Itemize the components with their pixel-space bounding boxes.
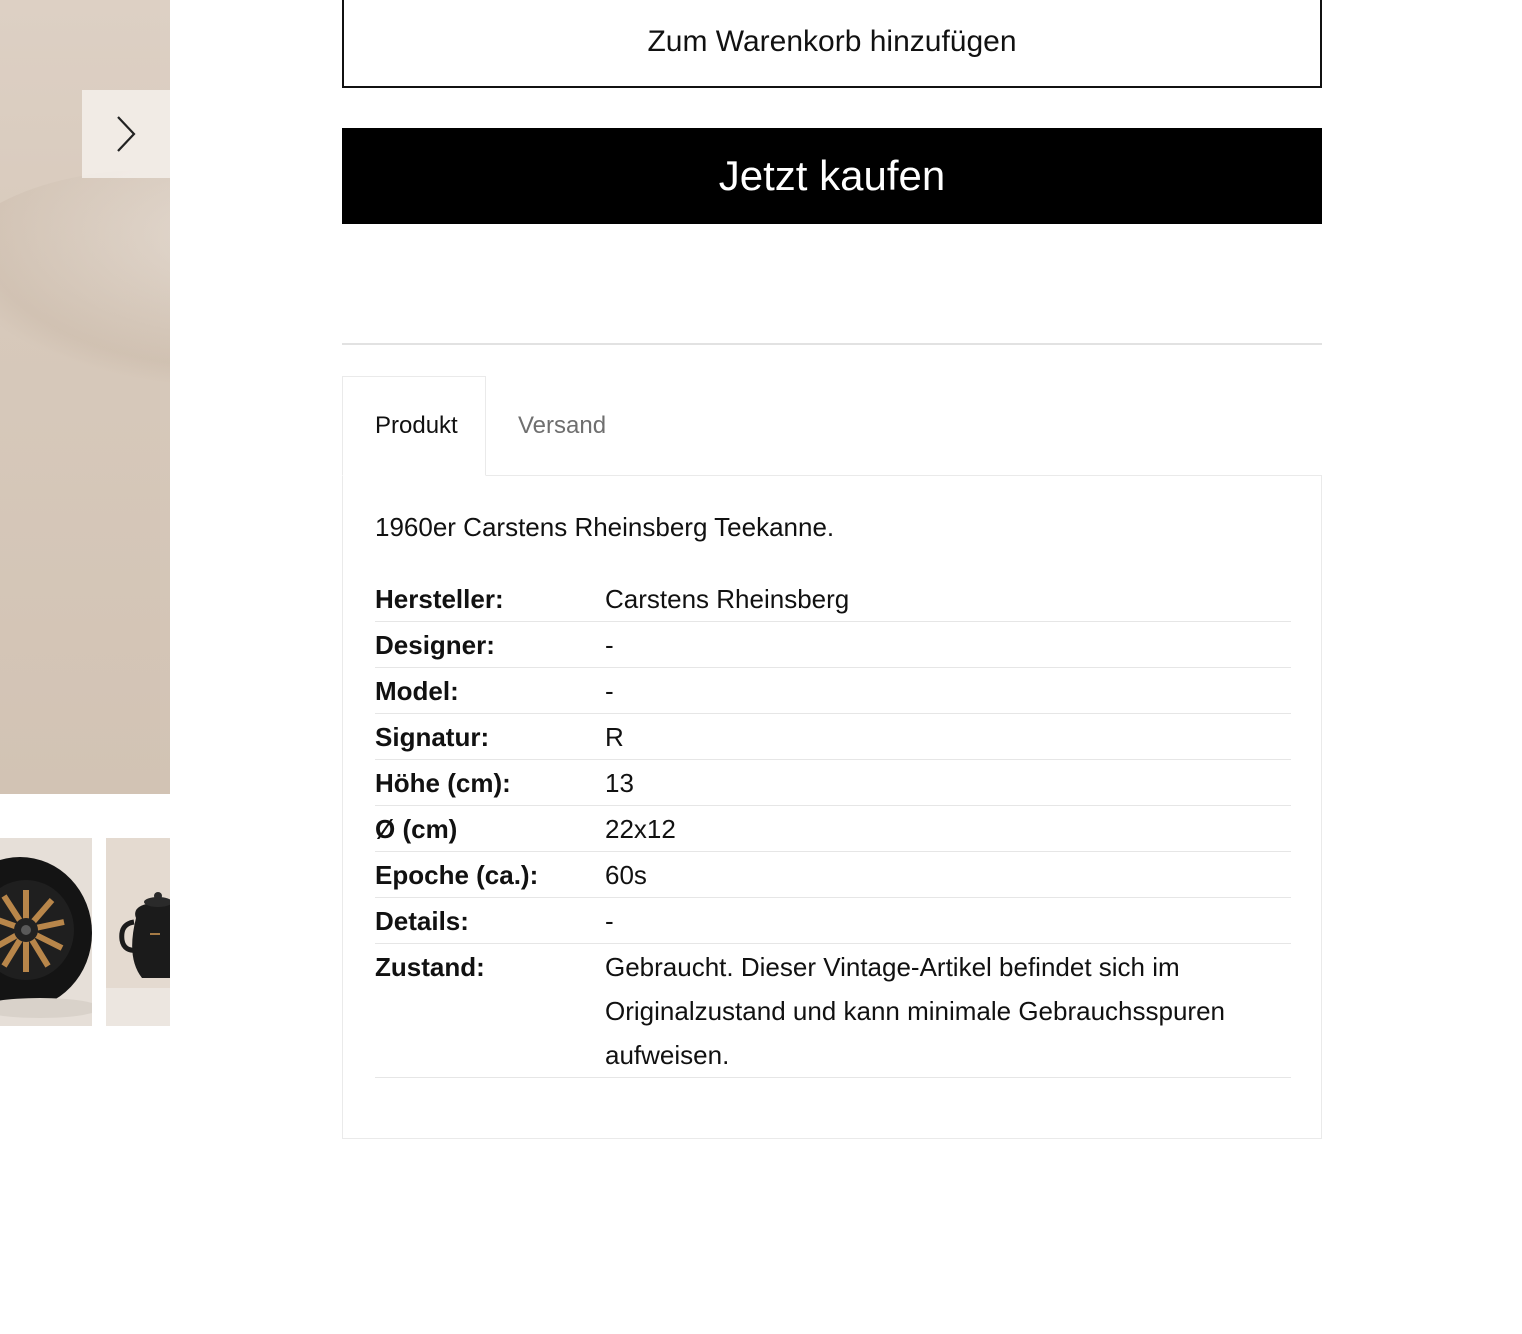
buy-now-button[interactable]: Jetzt kaufen	[342, 128, 1322, 224]
spec-label: Hersteller:	[375, 584, 504, 614]
section-divider	[342, 343, 1322, 345]
image-shadow	[0, 170, 170, 390]
spec-row-designer	[375, 622, 1291, 668]
spec-row-diameter	[375, 806, 1291, 852]
tab-produkt[interactable]: Produkt	[342, 376, 486, 476]
spec-label: Designer:	[375, 630, 495, 660]
tab-versand[interactable]: Versand	[518, 412, 607, 439]
spec-value: 22x12	[605, 814, 676, 844]
product-tabs	[342, 376, 634, 476]
spec-value: -	[605, 906, 614, 936]
product-intro: 1960er Carstens Rheinsberg Teekanne.	[375, 512, 835, 542]
spec-row-model	[375, 668, 1291, 714]
spec-label: Höhe (cm):	[375, 768, 511, 798]
spec-row-condition	[375, 944, 1291, 1078]
spec-label: Epoche (ca.):	[375, 860, 539, 890]
spec-value: Gebraucht. Dieser Vintage-Artikel befindet sich im Originalzustand und kann minimale Gebrauchsspuren aufweisen.	[605, 952, 1226, 1070]
teapot-lid-image	[0, 838, 92, 1026]
spec-value: -	[605, 630, 614, 660]
spec-value: -	[605, 676, 614, 706]
product-specs-table	[375, 576, 1291, 1078]
spec-label: Details:	[375, 906, 469, 936]
spec-row-era	[375, 852, 1291, 898]
add-to-cart-button[interactable]: Zum Warenkorb hinzufügen	[342, 0, 1322, 88]
gallery-next-button[interactable]	[82, 90, 170, 178]
spec-row-signature	[375, 714, 1291, 760]
spec-value: R	[605, 722, 624, 752]
spec-value: Carstens Rheinsberg	[605, 584, 850, 614]
spec-label: Signatur:	[375, 722, 490, 752]
chevron-right-icon	[114, 114, 138, 154]
product-main-image[interactable]	[0, 0, 170, 794]
spec-label: Model:	[375, 676, 459, 706]
product-thumbnail-2[interactable]	[106, 838, 170, 1026]
spec-row-height	[375, 760, 1291, 806]
product-tab-panel	[342, 475, 1322, 1139]
spec-row-details	[375, 898, 1291, 944]
teapot-image	[106, 838, 170, 1026]
spec-row-manufacturer	[375, 576, 1291, 622]
spec-value: 13	[605, 768, 634, 798]
spec-value: 60s	[605, 860, 647, 890]
spec-label: Ø (cm)	[375, 814, 458, 844]
product-thumbnail-1[interactable]	[0, 838, 92, 1026]
spec-label: Zustand:	[375, 952, 485, 982]
